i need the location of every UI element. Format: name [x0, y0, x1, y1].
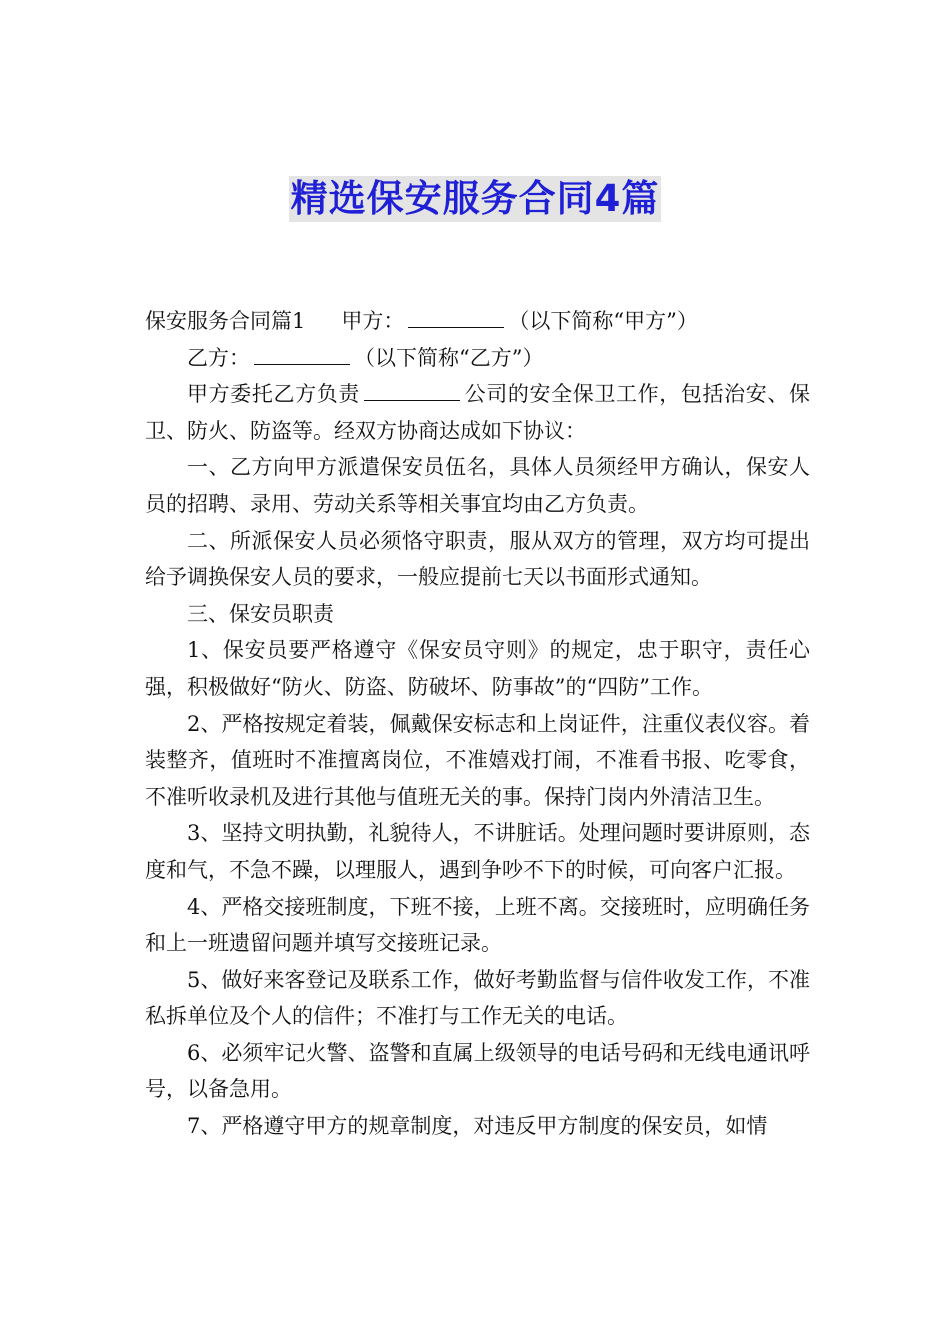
paragraph-clause-2: 二、所派保安人员必须恪守职责，服从双方的管理，双方均可提出给予调换保安人员的要求，一般应提前七天以书面形式通知。 [145, 528, 810, 590]
document-title: 精选保安服务合同4篇 [290, 177, 660, 220]
paragraph-duty-2: 2、严格按规定着装，佩戴保安标志和上岗证件，注重仪表仪容。着装整齐，值班时不准擅离岗位，不准嬉戏打闹，不准看书报、吃零食，不准听收录机及进行其他与值班无关的事。保持门岗内外清洁卫生。 [145, 711, 810, 809]
paragraph-duty-3: 3、坚持文明执勤，礼貌待人，不讲脏话。处理问题时要讲原则，态度和气，不急不躁，以理服人，遇到争吵不下的时候，可向客户汇报。 [145, 821, 810, 882]
paragraph-clause-3-heading: 三、保安员职责 [187, 601, 334, 626]
party-b-label: 乙方： [187, 345, 250, 370]
paragraph-duty-4: 4、严格交接班制度，下班不接，上班不离。交接班时，应明确任务和上一班遗留问题并填写交接班记录。 [145, 894, 810, 956]
contract-number-label: 保安服务合同篇1 [145, 309, 306, 333]
document-title-container [0, 176, 950, 222]
paragraph-clause-1: 一、乙方向甲方派遣保安员伍名，具体人员须经甲方确认，保安人员的招聘、录用、劳动关系等相关事宜均由乙方负责。 [145, 455, 810, 516]
party-a-label: 甲方： [341, 309, 405, 333]
paragraph-duty-7: 7、严格遵守甲方的规章制度，对违反甲方制度的保安员，如情 [187, 1114, 768, 1139]
party-a-note: （以下简称“甲方”） [508, 309, 698, 333]
paragraph-duty-1: 1、保安员要严格遵守《保安员守则》的规定，忠于职守，责任心强，积极做好“防火、防盗、防破坏、防事故”的“四防”工作。 [145, 638, 810, 699]
paragraph-duty-6: 6、必须牢记火警、盗警和直属上级领导的电话号码和无线电通讯呼号，以备急用。 [145, 1040, 810, 1102]
paragraph-entrust [145, 376, 810, 449]
document-body [145, 303, 810, 1145]
company-blank [364, 378, 460, 401]
party-a-blank [408, 305, 504, 328]
entrust-text-end: 公司的安全保卫工作，包括治安、保卫、防火、防盗等。经双方协商达成如下协议： [145, 382, 810, 443]
paragraph-duty-5: 5、做好来客登记及联系工作，做好考勤监督与信件收发工作，不准私拆单位及个人的信件；不准打与工作无关的电话。 [145, 967, 810, 1029]
party-b-note: （以下简称“乙方”） [354, 345, 544, 370]
entrust-text-start: 甲方委托乙方负责 [187, 382, 360, 407]
party-b-blank [254, 342, 350, 365]
paragraph-party-b [145, 340, 810, 377]
paragraph-contract-heading [145, 303, 810, 340]
